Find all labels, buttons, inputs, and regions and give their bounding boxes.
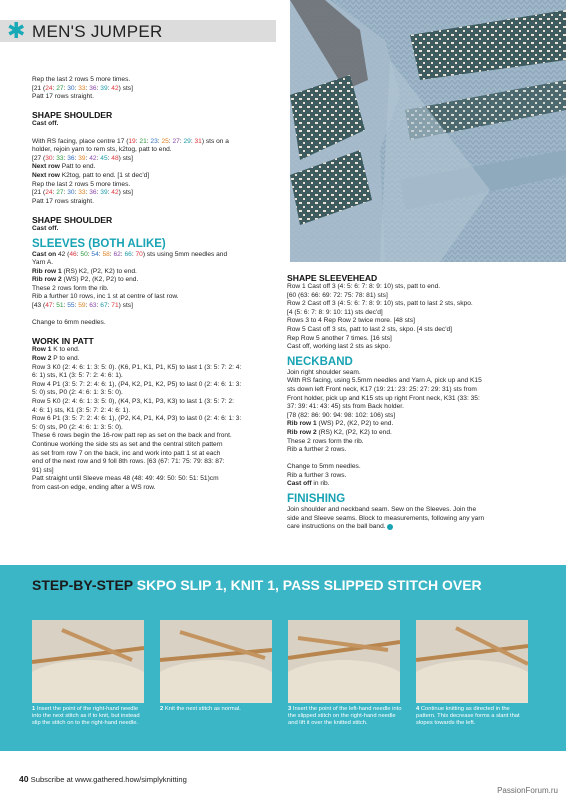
instruction-text: With RS facing, using 5.5mm needles and Yarn A, pick up and K15: [287, 377, 482, 385]
instruction-text: Row 3 K0 (2: 4: 6: 1: 3: 5: 0). (K6, P1, K1, P1, K5) to last 1 (3: 5: 7: 2: 4:: [32, 363, 242, 371]
instruction-text: Next row K2tog, patt to end. [1 st dec'd]: [32, 171, 150, 179]
instruction-text: 37: 39: 41: 43: 45) sts from Back holder.: [287, 403, 404, 411]
instruction-text: 5: 0) sts, P0 (2: 4: 6: 1: 3: 5: 0).: [32, 423, 123, 431]
instruction-text: Row 5 Cast off 3 sts, patt to last 2 sts, skpo. [4 sts dec'd]: [287, 325, 452, 333]
instruction-text: With RS facing, place centre 17 (19: 21: 23: 25: 27: 29: 31) sts on a: [32, 137, 229, 145]
instruction-text: These 2 rows form the rib.: [287, 437, 364, 445]
instruction-text: Next row Patt to end.: [32, 163, 96, 171]
instruction-text: Rep the last 2 rows 5 more times.: [32, 76, 131, 83]
step-photo-4: [416, 620, 528, 703]
step-caption-2: 2 Knit the next stitch as normal.: [160, 706, 241, 712]
asterisk-icon: ✱: [7, 18, 26, 43]
instruction-text: 6: 1) sts, K1 (3: 5: 7: 2: 4: 6: 1).: [32, 372, 123, 380]
instruction-text: Row 6 P1 (3: 5: 7: 2: 4: 6: 1), (P2, K4, P1, K4, P3) to last 0 (2: 4: 6: 1: 3:: [32, 415, 242, 423]
instruction-text: holder, rejoin yarn to rem sts, k2tog, patt to end.: [32, 146, 172, 154]
instruction-text: Change to 6mm needles.: [32, 319, 106, 327]
stitch-count: [43 (47: 51: 55: 59: 63: 67: 71) sts]: [32, 302, 133, 310]
instruction-text: Row 1 K to end.: [32, 346, 80, 354]
section-heading: WORK IN PATT: [32, 336, 94, 347]
section-heading: FINISHING: [287, 493, 346, 506]
instruction-text: Rib row 1 (RS) K2, (P2, K2) to end.: [32, 267, 137, 275]
instruction-text: care instructions on the ball band.: [287, 523, 545, 532]
instruction-text: side and Sleeve seams. Block to measurements, following any yarn: [287, 514, 485, 522]
instruction-text: Rows 3 to 4 Rep Row 2 twice more. [48 sts]: [287, 317, 415, 325]
instruction-text: Row 2 P to end.: [32, 355, 80, 363]
instruction-text: Rep the last 2 rows 5 more times.: [32, 180, 131, 188]
step-caption-4: 4 Continue knitting as directed in the pattern. This decrease forms a slant that slopes towards the left.: [416, 706, 520, 727]
instruction-text: Row 2 Cast off 3 (4: 5: 6: 7: 8: 9: 10) sts, patt to last 2 sts, skpo.: [287, 300, 473, 308]
instruction-text: as set from row 7 on the back, inc and work into patt 1 st at each: [32, 449, 221, 457]
instruction-text: 91) sts]: [32, 466, 54, 474]
step-caption-1: 1 Insert the point of the right-hand needle into the next stitch as if to knit, but instead slip the stitch on to the right-hand needle.: [32, 706, 140, 727]
stitch-count: [21 (24: 27: 30: 33: 36: 39: 42) sts]: [32, 189, 133, 197]
stitch-count: [21 (24: 27: 30: 33: 36: 39: 42) sts]: [32, 84, 133, 92]
instruction-text: [60 (63: 66: 69: 72: 75: 78: 81) sts]: [287, 291, 388, 299]
instruction-text: Cast off, working last 2 sts as skpo.: [287, 343, 391, 351]
section-heading: SHAPE SHOULDER: [32, 110, 113, 121]
instruction-text: Row 1 Cast off 3 (4: 5: 6: 7: 8: 9: 10) sts, patt to end.: [287, 283, 441, 290]
instruction-text: 5: 0) sts, P0 (2: 4: 6: 1: 3: 5: 0).: [32, 389, 123, 397]
step-caption-3: 3 Insert the point of the left-hand needle into the slipped stitch on the right-hand needle and lift it over the knitted stitch.: [288, 706, 402, 727]
page-footer: [19, 774, 187, 784]
left-column: [32, 76, 272, 493]
instruction-text: Row 5 K0 (2: 4: 6: 1: 3: 5: 0), (K4, P3, K1, P3, K3) to last 1 (3: 5: 7: 2:: [32, 398, 234, 405]
instruction-text: Front holder, pick up and K15 sts up right Front neck, K31 (33: 35:: [287, 394, 480, 402]
stitch-count: [27 (30: 33: 36: 39: 42: 45: 48) sts]: [32, 154, 133, 162]
right-column: [287, 273, 545, 532]
subscribe-link[interactable]: Subscribe at www.gathered.how/simplyknitting: [28, 775, 187, 784]
instruction-text: end of the next row and 9 foll 8th rows. [63 (67: 71: 75: 79: 83: 87:: [32, 458, 225, 466]
instruction-text: Join right shoulder seam.: [287, 368, 361, 376]
instruction-text: Rib a further 3 rows.: [287, 471, 347, 479]
instruction-text: [4 (5: 6: 7: 8: 9: 10: 11) sts dec'd]: [287, 308, 383, 316]
instruction-text: Cast off.: [32, 120, 59, 128]
instruction-text: Continue working the side sts as set and the central stitch pattern: [32, 440, 223, 448]
instruction-text: Row 4 P1 (3: 5: 7: 2: 4: 6: 1), (P4, K2, P1, K2, P5) to last 0 (2: 4: 6: 1: 3:: [32, 380, 242, 388]
page-title: MEN'S JUMPER: [32, 22, 163, 41]
instruction-text: Rib row 1 (WS) P2, (K2, P2) to end.: [287, 420, 394, 428]
step-photo-3: [288, 620, 400, 703]
instruction-text: Cast off.: [32, 224, 59, 232]
instruction-text: Cast on 42 (46: 50: 54: 58: 62: 66: 70) sts using 5mm needles and: [32, 250, 228, 258]
instruction-text: Rib a further 2 rows.: [287, 446, 347, 454]
instruction-text: Rib row 2 (RS) K2, (P2, K2) to end.: [287, 428, 392, 436]
jumper-photo: [290, 0, 566, 262]
watermark: PassionForum.ru: [497, 786, 558, 795]
instruction-text: Rep Row 5 another 7 times. [16 sts]: [287, 334, 392, 342]
instruction-text: [78 (82: 86: 90: 94: 98: 102: 106) sts]: [287, 411, 396, 419]
instruction-text: Patt straight until Sleeve meas 48 (48: 49: 49: 50: 50: 51: 51)cm: [32, 475, 219, 483]
instruction-text: Rib row 2 (WS) P2, (K2, P2) to end.: [32, 276, 139, 284]
instruction-text: from cast-on edge, ending after a WS row.: [32, 483, 156, 491]
instruction-text: Rib a further 10 rows, inc 1 st at centre of last row.: [32, 293, 179, 301]
section-heading: SHAPE SHOULDER: [32, 214, 113, 225]
step-by-step-title: STEP-BY-STEP SKPO SLIP 1, KNIT 1, PASS SLIPPED STITCH OVER: [32, 577, 482, 593]
instruction-text: Change to 5mm needles.: [287, 463, 361, 471]
section-heading: SHAPE SLEEVEHEAD: [287, 273, 378, 283]
instruction-text: Yarn A.: [32, 259, 54, 267]
instruction-text: 4: 6: 1) sts, K1 (3: 5: 7: 2: 4: 6: 1).: [32, 406, 131, 414]
page-number: 40: [19, 774, 29, 784]
instruction-text: These 2 rows form the rib.: [32, 284, 109, 292]
end-marker-icon: [387, 524, 393, 530]
instruction-text: Join shoulder and neckband seam. Sew on the Sleeves. Join the: [287, 506, 477, 514]
instruction-text: Cast off in rib.: [287, 480, 330, 488]
step-photo-1: [32, 620, 144, 703]
instruction-text: Patt 17 rows straight.: [32, 93, 94, 101]
section-heading: NECKBAND: [287, 355, 353, 368]
section-heading: SLEEVES (BOTH ALIKE): [32, 237, 166, 250]
step-photo-2: [160, 620, 272, 703]
instruction-text: Patt 17 rows straight.: [32, 197, 94, 205]
instruction-text: These 6 rows begin the 16-row patt rep as set on the back and front.: [32, 432, 232, 440]
instruction-text: sts down left Front neck, K17 (19: 21: 23: 25: 27: 29: 31) sts from: [287, 385, 477, 393]
